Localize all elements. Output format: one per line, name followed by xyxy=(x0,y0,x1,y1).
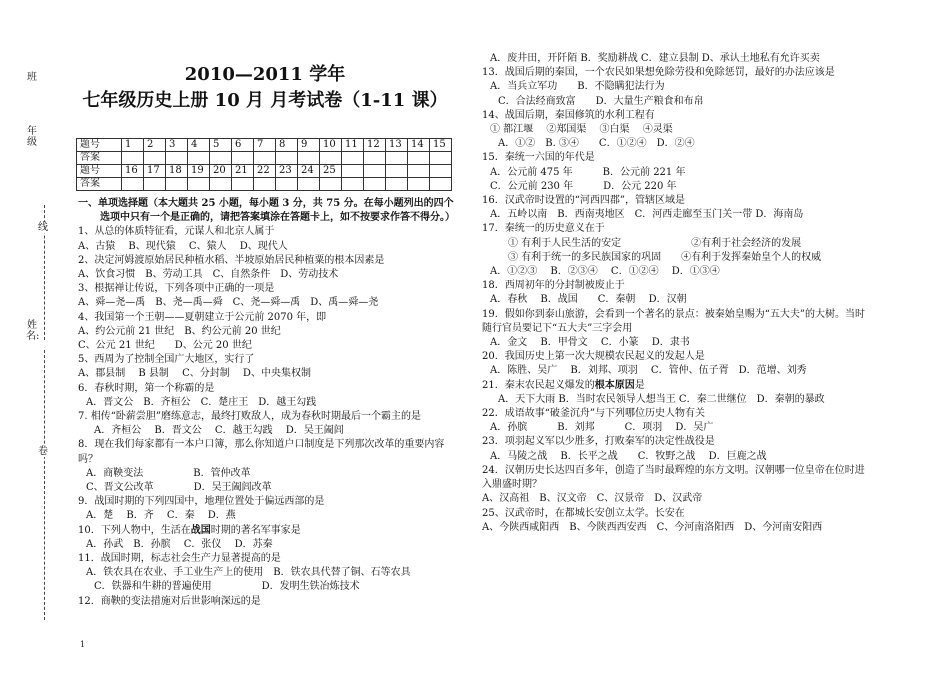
question-line: A．齐桓公 B．晋文公 C．越王勾践 D．吴王阖闾 xyxy=(94,425,344,437)
answer-label-cell: 答案 xyxy=(77,178,122,191)
question-line: 13．战国后期的秦国，一个农民如果想免除劳役和免除惩罚，最好的办法应该是 xyxy=(482,67,835,79)
question-line: 11．战国时期，标志社会生产力显著提高的是 xyxy=(78,553,281,565)
table-row-answers-2 xyxy=(77,178,452,191)
binding-line-lower xyxy=(44,350,45,620)
page-number: 1 xyxy=(80,640,86,649)
answer-cell[interactable] xyxy=(188,152,210,165)
question-number-cell: 24 xyxy=(298,165,320,178)
question-number-cell: 13 xyxy=(386,139,408,152)
answer-cell[interactable] xyxy=(408,152,430,165)
question-number-cell: 16 xyxy=(122,165,144,178)
question-line: 25、汉武帝时，在都城长安创立太学。长安在 xyxy=(482,507,685,519)
question-line: A．孙武 B．孙膑 C．张仪 D．苏秦 xyxy=(86,538,273,550)
name-label: 姓名: xyxy=(26,320,40,342)
answer-cell[interactable] xyxy=(342,178,364,191)
question-number-cell xyxy=(364,165,386,178)
question-line: 3、根据禅让传说，下列各项中正确的一项是 xyxy=(78,283,275,295)
question-number-cell xyxy=(386,165,408,178)
question-number-cell: 11 xyxy=(342,139,364,152)
answer-cell[interactable] xyxy=(298,152,320,165)
answer-cell[interactable] xyxy=(166,178,188,191)
question-line: A、古猿 B、现代猿 C、猿人 D、现代人 xyxy=(78,240,288,252)
question-number-cell xyxy=(430,165,452,178)
question-line: 15．秦统一六国的年代是 xyxy=(482,152,595,164)
question-line: A．孙膑 B．刘邦 C．项羽 D．吴广 xyxy=(490,422,714,434)
question-line: ① 有利于人民生活的安定 ②有利于社会经济的发展 xyxy=(508,237,802,249)
question-line: A．五岭以南 B．西南夷地区 C．河西走廊至玉门关一带 D．海南岛 xyxy=(490,209,804,221)
roll-mark: 卷 xyxy=(38,446,48,457)
answer-cell[interactable] xyxy=(122,152,144,165)
question-line: A、舜—尧—禹 B、尧—禹—舜 C、尧—舜—禹 D、禹—舜—尧 xyxy=(78,297,379,309)
question-number-cell: 21 xyxy=(232,165,254,178)
question-number-cell: 25 xyxy=(320,165,342,178)
question-line: 9．战国时期的下列四国中，地理位置处于偏远西部的是 xyxy=(78,496,325,508)
question-line: 22．成语故事“破釜沉舟”与下列哪位历史人物有关 xyxy=(482,408,705,420)
question-line: A．废井田，开阡陌 B．奖励耕战 C．建立县制 D、承认土地私有允许买卖 xyxy=(490,53,820,64)
answer-cell[interactable] xyxy=(430,178,452,191)
question-line: 6．春秋时期，第一个称霸的是 xyxy=(78,382,215,394)
questions-left-column xyxy=(78,197,456,609)
question-number-cell: 9 xyxy=(298,139,320,152)
table-row-numbers-1 xyxy=(77,139,452,152)
exam-title: 七年级历史上册 10 月 月考试卷（1-11 课） xyxy=(82,90,448,111)
answer-cell[interactable] xyxy=(122,178,144,191)
question-line: A．①②③ B．②③④ C．①②④ D．①③④ xyxy=(490,266,720,278)
answer-cell[interactable] xyxy=(188,178,210,191)
answer-cell[interactable] xyxy=(386,152,408,165)
question-line: 4、我国第一个王朝——夏朝建立于公元前 2070 年，即 xyxy=(78,311,327,323)
question-line: A．天下大雨 B．当时农民领导人想当王 C．秦二世继位 D．秦朝的暴政 xyxy=(498,393,825,405)
answer-table xyxy=(76,138,452,191)
question-number-cell: 23 xyxy=(276,165,298,178)
question-number-cell: 15 xyxy=(430,139,452,152)
question-line: 5、西周为了控制全国广大地区，实行了 xyxy=(78,354,255,366)
questions-right-column xyxy=(482,52,867,535)
class-label: 班 xyxy=(27,72,37,83)
question-line: ③ 有利于统一的多民族国家的巩固 ④有利于发挥秦始皇个人的权威 xyxy=(508,251,822,263)
grade-label: 年级 xyxy=(27,126,37,148)
question-line: A．晋文公 B．齐桓公 C．楚庄王 D．越王勾践 xyxy=(86,396,317,408)
question-line: C、公元 21 世纪 D、公元 20 世纪 xyxy=(78,340,252,352)
question-line: A．金文 B．甲骨文 C．小篆 D．隶书 xyxy=(490,337,690,349)
question-number-cell: 2 xyxy=(144,139,166,152)
answer-cell[interactable] xyxy=(166,152,188,165)
question-line: 20．我国历史上第一次大规模农民起义的发起人是 xyxy=(482,351,705,363)
question-line: A．①② B. ③④ C．①②④ D．②④ xyxy=(498,138,695,150)
answer-cell[interactable] xyxy=(364,178,386,191)
question-line: 14、战国后期，秦国修筑的水利工程有 xyxy=(482,109,655,121)
question-number-cell: 5 xyxy=(210,139,232,152)
question-number-cell: 19 xyxy=(188,165,210,178)
question-line: 21．秦末农民起义爆发的根本原因是 xyxy=(482,379,645,391)
question-line: A．商鞅变法 B．管仲改革 xyxy=(86,467,251,479)
question-line: 2、决定河姆渡原始居民种植水稻、半坡原始居民种植粟的根本因素是 xyxy=(78,254,385,266)
answer-cell[interactable] xyxy=(210,152,232,165)
question-number-cell: 20 xyxy=(210,165,232,178)
question-line: 10．下列人物中，生活在战国时期的著名军事家是 xyxy=(78,524,301,536)
question-number-cell: 8 xyxy=(276,139,298,152)
question-number-cell: 22 xyxy=(254,165,276,178)
answer-cell[interactable] xyxy=(276,152,298,165)
question-number-cell xyxy=(408,165,430,178)
answer-cell[interactable] xyxy=(408,178,430,191)
question-line: 一、单项选择题（本大题共 25 小题，每小题 3 分，共 75 分。在每小题列出的四个选项中只有一个是正确的，请把答案填涂在答题卡上，如不按要求作答不得分。） xyxy=(78,198,455,224)
question-line: A、郡县制 B 县制 C、分封制 D、中央集权制 xyxy=(78,368,311,380)
table-header-cell: 题号 xyxy=(77,165,122,178)
question-number-cell: 6 xyxy=(232,139,254,152)
answer-cell[interactable] xyxy=(232,178,254,191)
question-line: 17．秦统一的历史意义在于 xyxy=(482,223,605,235)
question-line: A．马陵之战 B．长平之战 C．牧野之战 D．巨鹿之战 xyxy=(490,450,767,462)
question-line: 23．项羽起义军以少胜多，打败秦军的决定性战役是 xyxy=(482,436,715,448)
answer-cell[interactable] xyxy=(254,178,276,191)
question-number-cell: 18 xyxy=(166,165,188,178)
question-number-cell: 12 xyxy=(364,139,386,152)
question-line: A、饮食习惯 B、劳动工具 C、自然条件 D、劳动技术 xyxy=(78,269,339,281)
answer-cell[interactable] xyxy=(386,178,408,191)
question-line: 8．现在我们每家都有一本户口簿，那么你知道户口制度是下列那次改革的重要内容吗？ xyxy=(78,439,445,465)
question-line: A、今陕西咸阳西 B、今陕西西安西 C、今河南洛阳西 D、今河南安阳西 xyxy=(482,521,823,533)
question-line: A．公元前 475 年 B．公元前 221 年 xyxy=(490,166,686,178)
table-row-numbers-2 xyxy=(77,165,452,178)
question-line: A、约公元前 21 世纪 B、约公元前 20 世纪 xyxy=(78,325,281,337)
answer-cell[interactable] xyxy=(364,152,386,165)
answer-cell[interactable] xyxy=(210,178,232,191)
question-line: A．陈胜、吴广 B．刘邦、项羽 C．管仲、伍子胥 D．范增、刘秀 xyxy=(490,365,807,377)
table-header-cell: 题号 xyxy=(77,139,122,152)
question-line: C．合法经商致富 D．大量生产粮食和布帛 xyxy=(498,95,704,107)
question-line: A．楚 B．齐 C．秦 D．燕 xyxy=(86,510,236,522)
answer-cell[interactable] xyxy=(144,178,166,191)
question-line: ① 都江堰 ②郑国渠 ③白渠 ④灵渠 xyxy=(490,124,673,136)
question-line: 1、从总的体质特征看，元谋人和北京人属于 xyxy=(78,226,275,238)
question-line: C．公元前 230 年 D．公元 220 年 xyxy=(490,180,677,192)
question-number-cell: 3 xyxy=(166,139,188,152)
answer-cell[interactable] xyxy=(320,178,342,191)
question-number-cell xyxy=(342,165,364,178)
question-number-cell: 17 xyxy=(144,165,166,178)
answer-cell[interactable] xyxy=(342,152,364,165)
question-line: A、汉高祖 B、汉文帝 C、汉景帝 D、汉武帝 xyxy=(482,493,703,505)
question-line: C、晋文公改革 D．吴王阖闾改革 xyxy=(86,482,272,494)
answer-cell[interactable] xyxy=(232,152,254,165)
answer-cell[interactable] xyxy=(320,152,342,165)
question-line: 19．假如你到泰山旅游，会看到一个著名的景点：被秦始皇赐为“五大夫”的大树。当时随行官员要记下“五大夫”三字会用 xyxy=(482,308,865,334)
question-line: C．铁器和牛耕的普遍使用 D．发明生铁冶炼技术 xyxy=(94,581,360,593)
question-number-cell: 14 xyxy=(408,139,430,152)
question-line: A．铁农具在农业、手工业生产上的使用 B．铁农具代替了铜、石等农具 xyxy=(86,567,411,579)
question-number-cell: 1 xyxy=(122,139,144,152)
answer-cell[interactable] xyxy=(430,152,452,165)
question-line: A．春秋 B．战国 C．秦朝 D．汉朝 xyxy=(490,294,687,306)
answer-cell[interactable] xyxy=(276,178,298,191)
exam-year: 2010—2011 学年 xyxy=(184,64,346,85)
question-line: 7. 相传“卧薪尝胆”磨练意志，最终打败敌人，成为春秋时期最后一个霸主的是 xyxy=(78,411,421,423)
answer-cell[interactable] xyxy=(254,152,276,165)
question-line: 12．商鞅的变法措施对后世影响深远的是 xyxy=(78,595,261,607)
answer-cell[interactable] xyxy=(144,152,166,165)
question-number-cell: 10 xyxy=(320,139,342,152)
question-line: 16．汉武帝时设置的“河西四郡”，管辖区域是 xyxy=(482,195,685,207)
answer-label-cell: 答案 xyxy=(77,152,122,165)
question-line: 18．西周初年的分封制被废止于 xyxy=(482,280,625,292)
line-mark: 线 xyxy=(38,222,48,233)
table-row-answers-1 xyxy=(77,152,452,165)
question-line: A．当兵立军功 B．不隐瞒犯法行为 xyxy=(490,81,665,93)
answer-cell[interactable] xyxy=(298,178,320,191)
question-line: 24．汉朝历史长达四百多年，创造了当时最辉煌的东方文明。汉朝哪一位皇帝在位时进入鼎盛时期？ xyxy=(482,464,865,491)
question-number-cell: 7 xyxy=(254,139,276,152)
question-number-cell: 4 xyxy=(188,139,210,152)
